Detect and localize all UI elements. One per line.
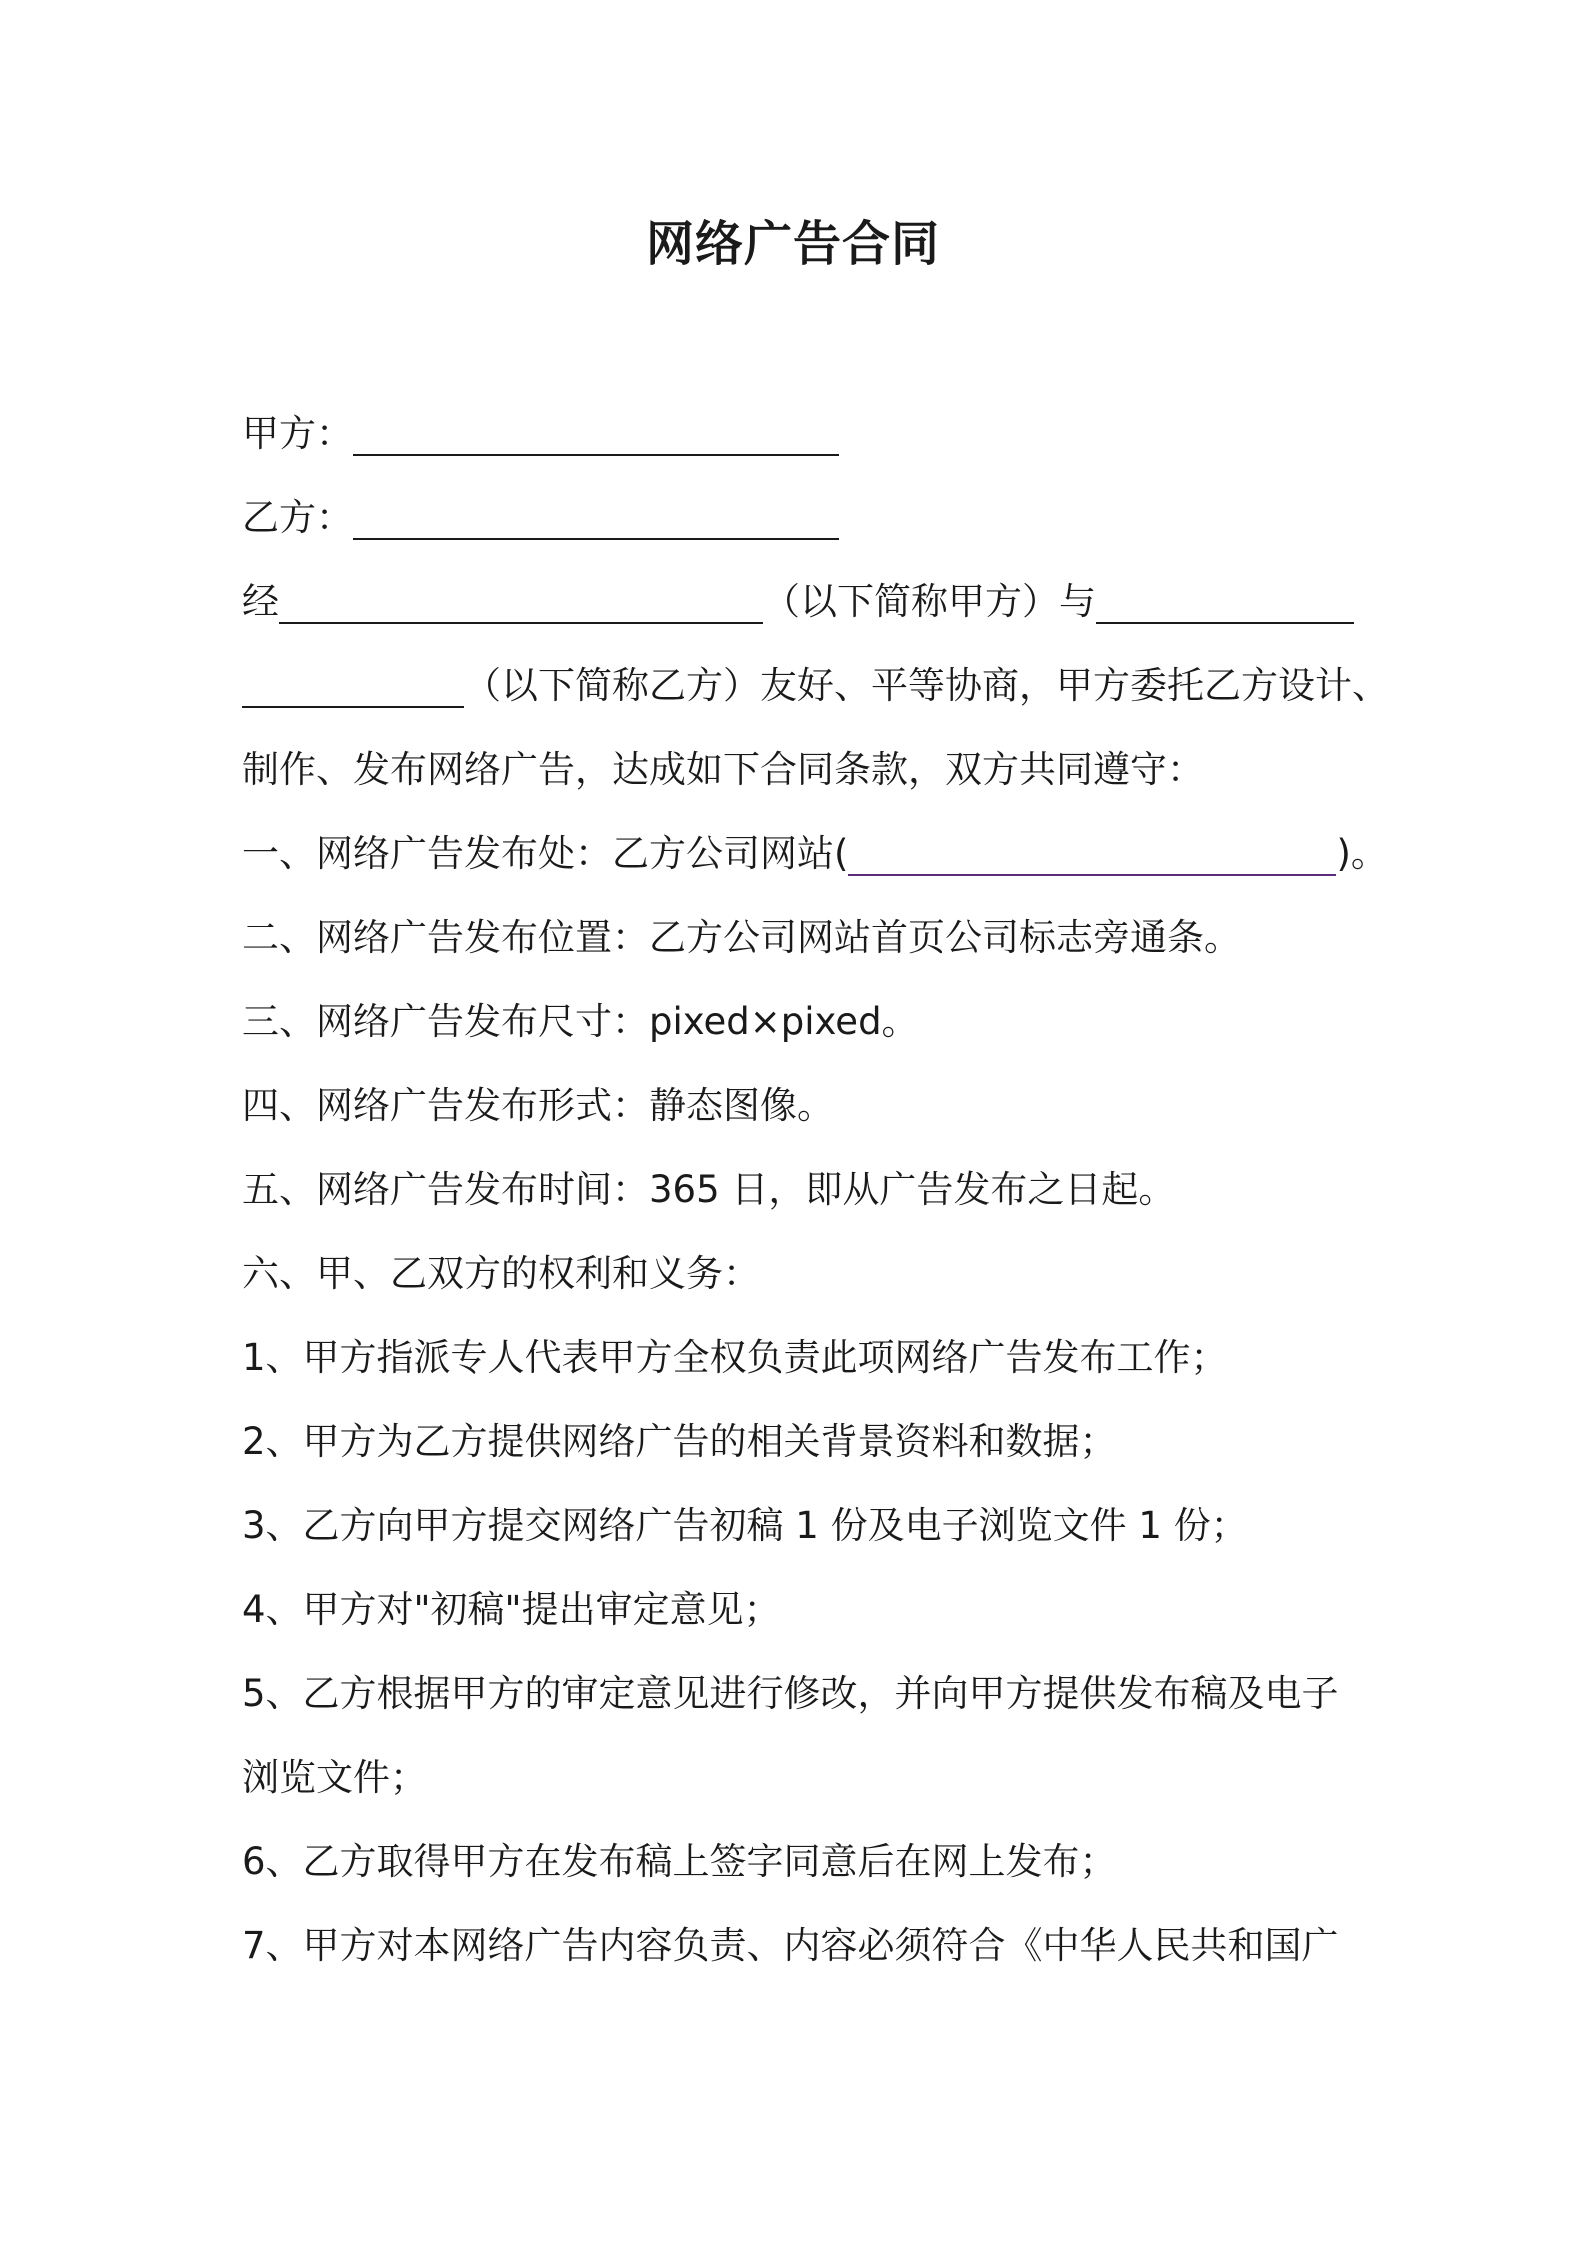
preamble-line-3: 制作、发布网络广告，达成如下合同条款，双方共同遵守： <box>242 748 1204 791</box>
obligation-item-4: 4、甲方对"初稿"提出审定意见； <box>242 1588 781 1631</box>
clause-2: 二、网络广告发布位置：乙方公司网站首页公司标志旁通条。 <box>242 916 1241 959</box>
party-a-label: 甲方： <box>242 412 353 455</box>
obligation-item-5-continued: 浏览文件； <box>242 1756 427 1799</box>
obligation-item-2: 2、甲方为乙方提供网络广告的相关背景资料和数据； <box>242 1420 1117 1463</box>
document-title: 网络广告合同 <box>645 216 940 272</box>
obligation-item-7: 7、甲方对本网络广告内容负责、内容必须符合《中华人民共和国广 <box>242 1924 1339 1967</box>
clause-1-prefix: 一、网络广告发布处：乙方公司网站( <box>242 832 849 875</box>
preamble-line-2 <box>242 660 1389 712</box>
obligation-item-1: 1、甲方指派专人代表甲方全权负责此项网络广告发布工作； <box>242 1336 1228 1379</box>
preamble-mid1: （以下简称甲方）与 <box>763 580 1096 623</box>
obligation-item-6: 6、乙方取得甲方在发布稿上签字同意后在网上发布； <box>242 1840 1117 1883</box>
clause-1-suffix: )。 <box>1336 832 1388 875</box>
party-b-blank[interactable] <box>353 498 839 540</box>
party-b-name-blank-end[interactable] <box>242 666 464 708</box>
obligation-item-5: 5、乙方根据甲方的审定意见进行修改，并向甲方提供发布稿及电子 <box>242 1672 1339 1715</box>
party-b-name-blank-start[interactable] <box>1096 582 1354 624</box>
obligation-item-3: 3、乙方向甲方提交网络广告初稿 1 份及电子浏览文件 1 份； <box>242 1504 1248 1547</box>
preamble-mid2: （以下简称乙方）友好、平等协商，甲方委托乙方设计、 <box>464 664 1389 707</box>
party-b-line <box>242 492 1362 544</box>
clause-3: 三、网络广告发布尺寸：pixed×pixed。 <box>242 1000 919 1043</box>
preamble-prefix: 经 <box>242 580 279 623</box>
party-b-label: 乙方： <box>242 496 353 539</box>
party-a-blank[interactable] <box>353 414 839 456</box>
clause-1-line <box>242 828 1388 880</box>
clause-6: 六、甲、乙双方的权利和义务： <box>242 1252 760 1295</box>
clause-4: 四、网络广告发布形式：静态图像。 <box>242 1084 834 1127</box>
website-blank[interactable] <box>848 834 1336 876</box>
party-a-line <box>242 408 1362 460</box>
party-a-name-blank[interactable] <box>279 582 763 624</box>
preamble-line-1 <box>242 576 1362 628</box>
clause-5: 五、网络广告发布时间：365 日，即从广告发布之日起。 <box>242 1168 1176 1211</box>
